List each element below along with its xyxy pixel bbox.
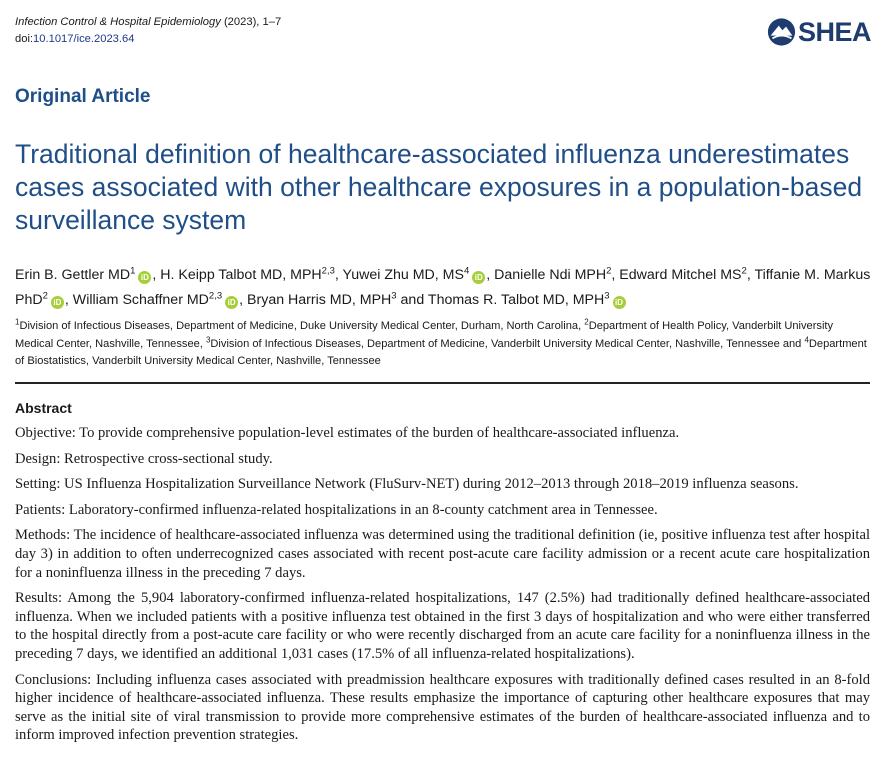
author (343, 267, 495, 283)
author-name: Danielle Ndi MPH (494, 267, 607, 283)
doi-prefix: doi: (15, 33, 34, 45)
author-affiliation-sup: 2 (606, 265, 612, 277)
author-name: Bryan Harris MD, MPH (247, 292, 392, 308)
author-affiliation-sup: 4 (463, 265, 470, 277)
orcid-icon[interactable]: iD (138, 271, 151, 284)
affiliation-sup: 2 (584, 317, 589, 327)
author-name: Thomas R. Talbot MD, MPH (427, 292, 605, 308)
affiliation-sup: 3 (205, 334, 211, 344)
author-affiliation-sup: 2 (42, 290, 48, 302)
author-name: H. Keipp Talbot MD, MPH (160, 267, 322, 283)
author-affiliation-sup: 2,3 (321, 265, 335, 277)
author (494, 267, 619, 283)
journal-citation (15, 14, 281, 31)
author (428, 292, 627, 308)
journal-info (15, 14, 281, 48)
affiliation-text: Division of Infectious Diseases, Department of Medicine, Vanderbilt University Medical Center, Nashville, Tennessee and (210, 337, 805, 350)
affiliation-sup: 1 (15, 317, 20, 327)
affiliation-text: Department of Health Policy, Vanderbilt University Medical Center, Nashville, Tennessee, (15, 320, 834, 350)
author-affiliation-sup: 1 (130, 265, 136, 277)
article-type: Original Article (15, 86, 151, 107)
author (73, 292, 247, 308)
abstract-methods: Methods: The incidence of healthcare-associated influenza was determined using the traditional definition (ie, positive influenza test after hospital day 3) in addition to often underrecognized cases associated with recent post-acute care facility admission or a recent acute care hospitalization for a noninfluenza illness in the preceding 7 days. (15, 527, 870, 581)
author-separator: , (486, 267, 495, 283)
doi-line (15, 31, 281, 48)
author-separator: , (334, 267, 343, 283)
author-separator: , (746, 267, 755, 283)
author-separator: and (396, 292, 428, 308)
abstract-design: Design: Retrospective cross-sectional study. (15, 450, 273, 467)
shea-logo-text: SHEA (797, 16, 871, 47)
author-name: William Schaffner MD (72, 292, 209, 308)
author-affiliation-sup: 2 (741, 265, 747, 277)
author (15, 267, 160, 283)
journal-year-pages: (2023), 1–7 (220, 16, 282, 28)
affiliation-text: Division of Infectious Diseases, Department of Medicine, Duke University Medical Center, Durham, North Carolina, (19, 320, 585, 332)
journal-name: Infection Control & Hospital Epidemiology (15, 16, 221, 28)
author (619, 267, 754, 283)
abstract-conclusions: Conclusions: Including influenza cases associated with preadmission healthcare exposures with traditionally defined cases resulted in an 8-fold higher incidence of healthcare-associated influenza. These results emphasize the importance of capturing other healthcare exposures that may serve as the initial site of viral transmission to provide more comprehensive estimates of the burden of healthcare-associated influenza and to inform improved infection prevention strategies. (15, 671, 870, 744)
abstract-setting: Setting: US Influenza Hospitalization Surveillance Network (FluSurv-NET) during 2012–2013 through 2018–2019 influenza seasons. (15, 476, 799, 493)
author-name: Tiffanie M. Markus PhD (15, 267, 871, 308)
doi-link[interactable]: 10.1017/ice.2023.64 (33, 33, 135, 45)
author (247, 292, 428, 308)
author-list (15, 263, 875, 313)
author (160, 267, 342, 283)
abstract-heading: Abstract (15, 400, 72, 416)
author-separator: , (152, 267, 161, 283)
author-name: Yuwei Zhu MD, MS (342, 267, 464, 283)
author-affiliation-sup: 3 (604, 290, 610, 302)
orcid-icon[interactable]: iD (51, 296, 64, 309)
divider (15, 382, 870, 384)
author-separator: , (239, 292, 248, 308)
author-affiliation-sup: 2,3 (208, 290, 223, 302)
article-title: Traditional definition of healthcare-associated influenza underestimates cases associated with other healthcare exposures in a population-based surveillance system (15, 139, 863, 235)
abstract-patients: Patients: Laboratory-confirmed influenza-related hospitalizations in an 8-county catchment area in Tennessee. (15, 501, 658, 518)
orcid-icon[interactable]: iD (472, 271, 485, 284)
author-separator: , (611, 267, 620, 283)
orcid-icon[interactable]: iD (613, 296, 626, 309)
abstract-results: Results: Among the 5,904 laboratory-confirmed influenza-related hospitalizations, 147 (2.5%) had traditionally defined healthcare-associated influenza. When we included patients with a positive influenza test obtained in the first 3 days of hospitalization and who were either transferred to the hospital directly from a post-acute care facility or who were recently discharged from an acute care facility for a noninfluenza illness in the preceding 7 days, we identified an additional 1,031 cases (17.5% of all influenza-related hospitalizations). (15, 590, 870, 662)
affiliation-text: Department of Biostatistics, Vanderbilt University Medical Center, Nashville, Tennessee (15, 337, 867, 367)
shea-logo-icon (767, 16, 796, 48)
shea-logo (767, 16, 871, 48)
author-name: Erin B. Gettler MD (15, 267, 131, 283)
abstract-body (15, 424, 870, 752)
author-name: Edward Mitchel MS (619, 267, 742, 283)
abstract-objective: Objective: To provide comprehensive population-level estimates of the burden of healthcare-associated influenza. (15, 425, 680, 441)
orcid-icon[interactable]: iD (225, 296, 238, 309)
author-separator: , (64, 292, 73, 308)
affiliations (15, 318, 870, 371)
affiliation-sup: 4 (804, 334, 809, 344)
author-affiliation-sup: 3 (391, 290, 397, 302)
